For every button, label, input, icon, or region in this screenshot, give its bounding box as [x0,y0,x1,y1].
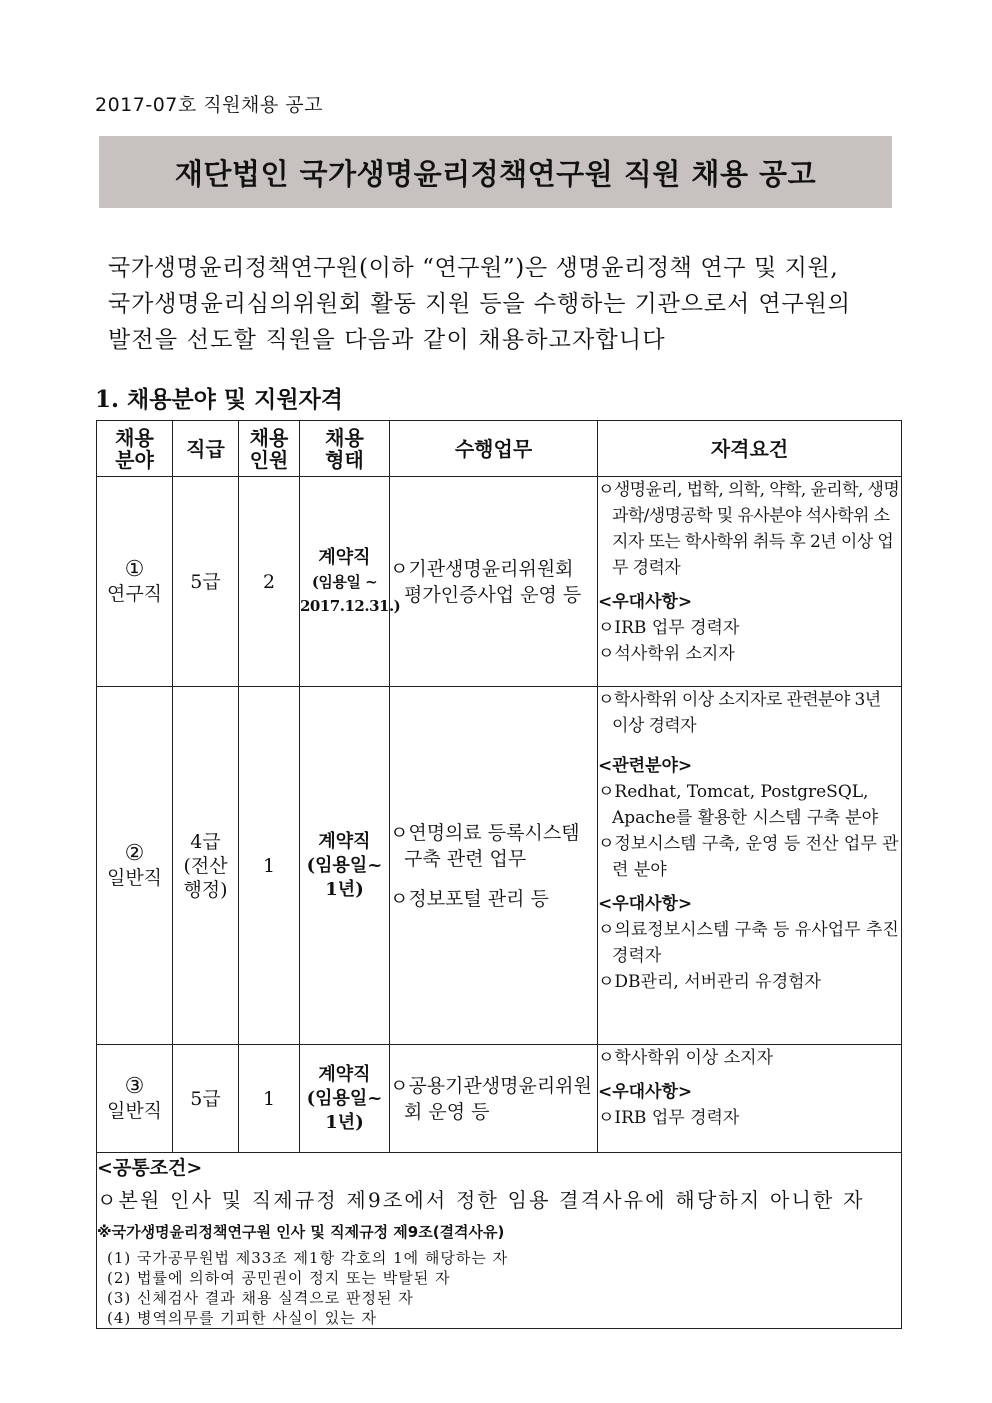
table-row [97,1045,902,1153]
header-qual: 자격요건 [598,421,902,477]
field-cell: ③ 일반직 [97,1045,173,1153]
duty-item: ㅇ공용기관생명윤리위원회 운영 등 [390,1074,592,1123]
related-field-item: ㅇRedhat, Tomcat, PostgreSQL, Apache를 활용한 시스템 구축 분야 [598,782,879,828]
preference-label: <우대사항> [598,592,693,612]
preference-item: ㅇIRB 업무 경력자 [598,1108,740,1128]
qual-cell [598,687,902,1045]
table-row [97,687,902,1045]
related-field-label: <관련분야> [598,756,693,776]
qual-item: ㅇ생명윤리, 법학, 의학, 약학, 윤리학, 생명과학/생명공학 및 유사분야 석사학위 소지자 또는 학사학위 취득 후 2년 이상 업무 경력자 [598,480,900,578]
regulation-reference: ※국가생명윤리정책연구원 인사 및 직제규정 제9조(결격사유) [97,1223,505,1241]
list-item: (4) 병역의무를 기피한 사실이 있는 자 [107,1309,377,1327]
qual-item: ㅇ학사학위 이상 소지자로 관련분야 3년 이상 경력자 [598,690,881,736]
grade-cell: 5급 [173,477,239,687]
table-header-row [97,421,902,477]
duty-item: ㅇ기관생명윤리위원회 평가인증사업 운영 등 [390,557,582,606]
disqualification-list [97,1248,901,1328]
related-field-item: ㅇ정보시스템 구축, 운영 등 전산 업무 관련 분야 [598,834,899,880]
preference-item: ㅇIRB 업무 경력자 [598,618,740,638]
header-count: 채용 인원 [239,421,300,477]
count-cell: 1 [239,687,300,1045]
count-cell: 2 [239,477,300,687]
grade-cell: 4급 (전산 행정) [173,687,239,1045]
common-conditions-cell [97,1153,902,1329]
recruitment-table [96,420,902,1329]
common-conditions-row [97,1153,902,1329]
header-duty: 수행업무 [390,421,598,477]
header-field: 채용 분야 [97,421,173,477]
section-heading: 1. 채용분야 및 지원자격 [95,386,343,413]
intro-line: 국가생명윤리정책연구원(이하 “연구원”)은 생명윤리정책 연구 및 지원, [108,255,839,281]
table-row [97,477,902,687]
preference-label: <우대사항> [598,894,693,914]
duty-item: ㅇ연명의료 등록시스템 구축 관련 업무 [390,821,580,870]
preference-item: ㅇ의료정보시스템 구축 등 유사업무 추진 경력자 [598,920,899,966]
title-banner [99,136,892,208]
preference-item: ㅇ석사학위 소지자 [598,644,735,664]
qual-cell [598,1045,902,1153]
preference-item: ㅇDB관리, 서버관리 유경험자 [598,972,821,992]
grade-cell: 5급 [173,1045,239,1153]
field-cell: ① 연구직 [97,477,173,687]
qual-item: ㅇ학사학위 이상 소지자 [598,1048,774,1068]
header-grade: 직급 [173,421,239,477]
count-cell: 1 [239,1045,300,1153]
list-item: (1) 국가공무원법 제33조 제1항 각호의 1에 해당하는 자 [107,1249,509,1267]
qual-cell [598,477,902,687]
type-cell: 계약직 (임용일~ 1년) [300,687,390,1045]
type-cell: 계약직 (임용일 ~ 2017.12.31.) [300,477,390,687]
duty-cell [390,477,598,687]
type-cell: 계약직 (임용일~ 1년) [300,1045,390,1153]
common-conditions-label: <공통조건> [97,1157,203,1179]
duty-cell [390,687,598,1045]
intro-line: 국가생명윤리심의위원회 활동 지원 등을 수행하는 기관으로서 연구원의 [108,291,851,317]
page-title: 재단법인 국가생명윤리정책연구원 직원 채용 공고 [174,156,817,191]
intro-paragraph [108,250,896,358]
field-cell: ② 일반직 [97,687,173,1045]
intro-line: 발전을 선도할 직원을 다음과 같이 채용하고자합니다 [108,327,666,353]
list-item: (3) 신체검사 결과 채용 실격으로 판정된 자 [107,1289,414,1307]
notice-number: 2017-07호 직원채용 공고 [95,94,323,116]
list-item: (2) 법률에 의하여 공민권이 정지 또는 박탈된 자 [107,1269,451,1287]
common-condition-line: ㅇ본원 인사 및 직제규정 제9조에서 정한 임용 결격사유에 해당하지 아니한 자 [97,1188,865,1212]
preference-label: <우대사항> [598,1082,693,1102]
duty-item: ㅇ정보포털 관리 등 [390,887,549,910]
duty-cell [390,1045,598,1153]
header-type: 채용 형태 [300,421,390,477]
